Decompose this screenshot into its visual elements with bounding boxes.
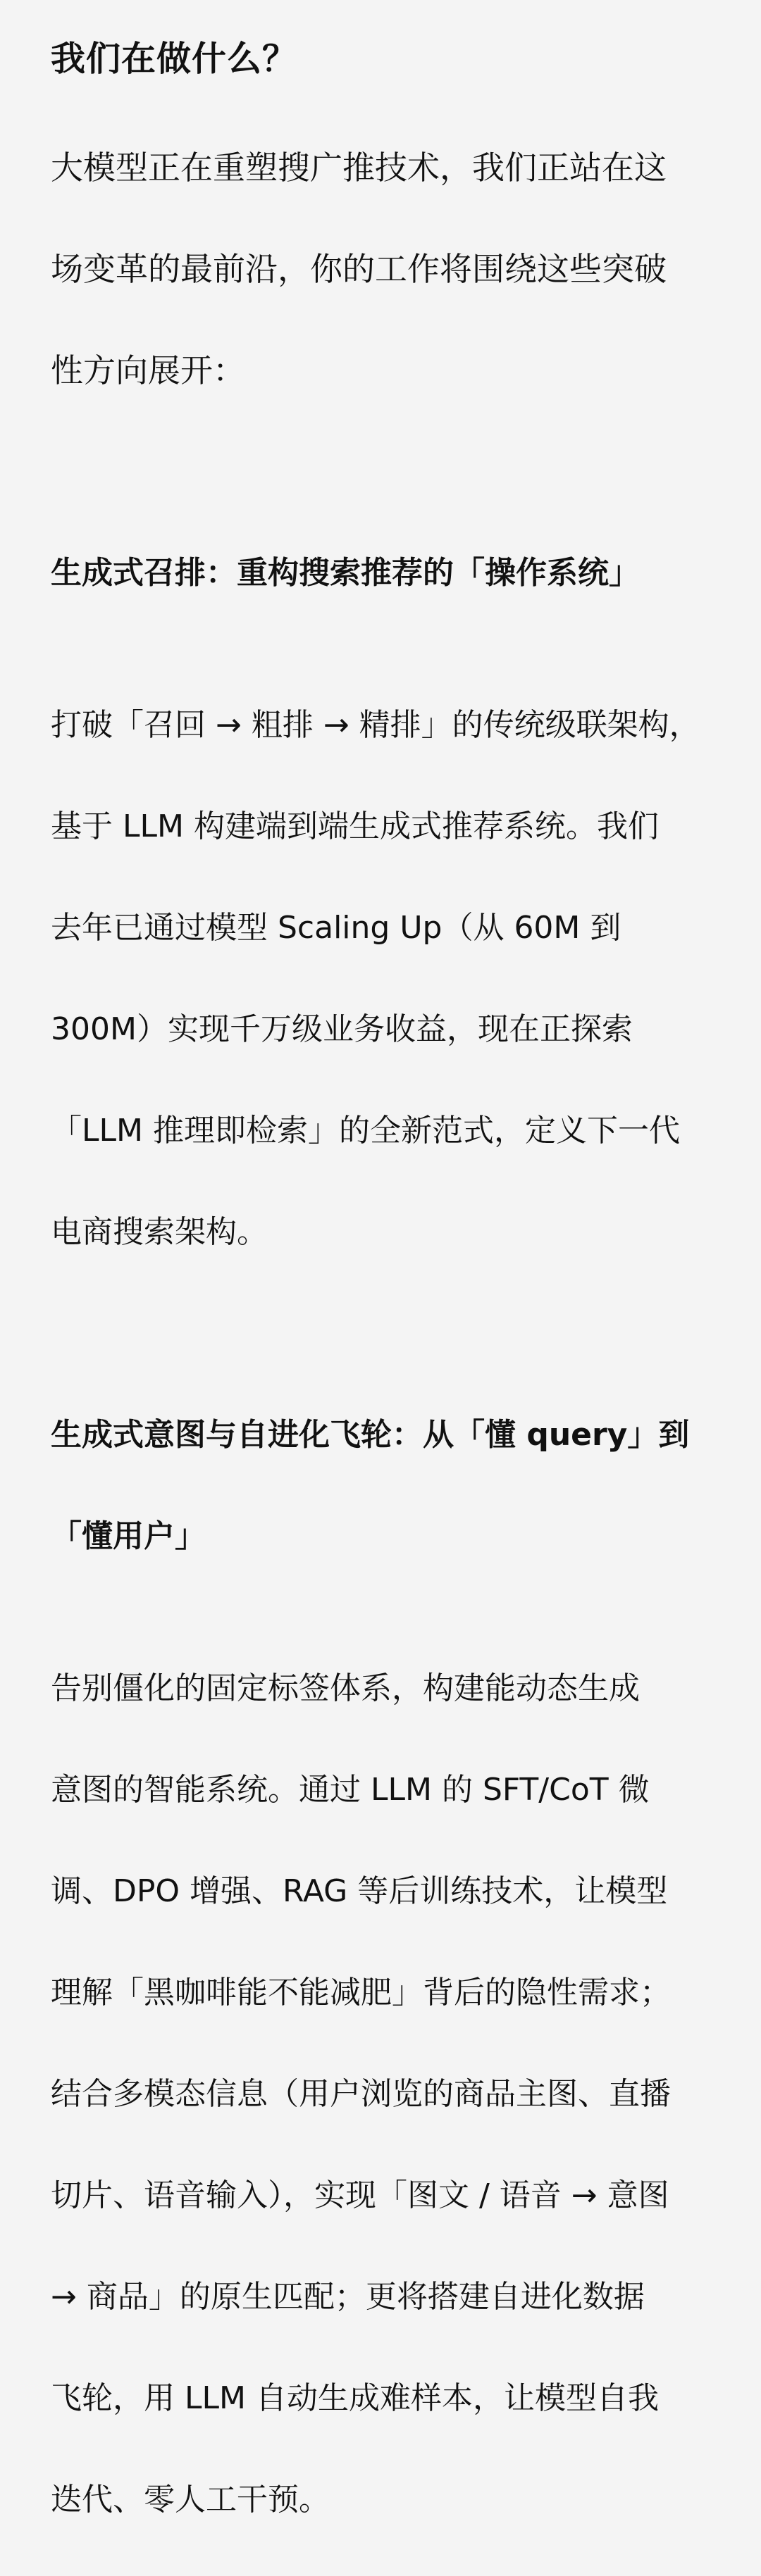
section-body-line: 切片、语音输入），实现「图文 / 语音 → 意图 (51, 2177, 669, 2213)
intro-line: 性方向展开： (51, 351, 245, 389)
section-body-line: 电商搜索架构。 (51, 1214, 268, 1250)
section-heading-line: 生成式意图与自进化飞轮：从「懂 query」到 (51, 1417, 690, 1453)
section-body-line: 告别僵化的固定标签体系，构建能动态生成 (51, 1670, 640, 1706)
section-heading (51, 497, 719, 649)
section-body-line: 结合多模态信息（用户浏览的商品主图、直播 (51, 2076, 671, 2112)
section-body (51, 649, 719, 1308)
intro-line: 场变革的最前沿，你的工作将围绕这些突破 (51, 250, 667, 288)
section-heading-line: 生成式召排：重构搜索推荐的「操作系统」 (51, 555, 640, 591)
section-heading (51, 1359, 719, 1613)
section-body-line: 去年已通过模型 Scaling Up（从 60M 到 (51, 910, 621, 946)
section-body-line: 调、DPO 增强、RAG 等后训练技术，让模型 (51, 1873, 668, 1909)
section-body-line: 迭代、零人工干预。 (51, 2482, 330, 2518)
page-title: 我们在做什么？ (51, 39, 298, 79)
paragraph-gap (51, 446, 719, 497)
section-body-line: 意图的智能系统。通过 LLM 的 SFT/CoT 微 (51, 1772, 650, 1808)
intro-paragraph (51, 92, 719, 446)
section-generative-intent (51, 1359, 719, 2576)
section-body-line: 理解「黑咖啡能不能减肥」背后的隐性需求； (51, 1975, 671, 2011)
section-body-line: 打破「召回 → 粗排 → 精排」的传统级联架构， (51, 707, 700, 743)
section-generative-ranking (51, 497, 719, 1308)
section-heading-line: 「懂用户」 (51, 1518, 206, 1554)
paragraph-gap (51, 1308, 719, 1359)
section-body-line: 飞轮，用 LLM 自动生成难样本，让模型自我 (51, 2380, 659, 2416)
intro-line: 大模型正在重塑搜广推技术，我们正站在这 (51, 149, 667, 187)
section-body-line: → 商品」的原生匹配；更将搭建自进化数据 (51, 2279, 645, 2315)
section-body-line: 「LLM 推理即检索」的全新范式，定义下一代 (51, 1113, 680, 1149)
section-body (51, 1613, 719, 2576)
section-body-line: 基于 LLM 构建端到端生成式推荐系统。我们 (51, 808, 659, 844)
section-body-line: 300M）实现千万级业务收益，现在正探索 (51, 1011, 633, 1047)
